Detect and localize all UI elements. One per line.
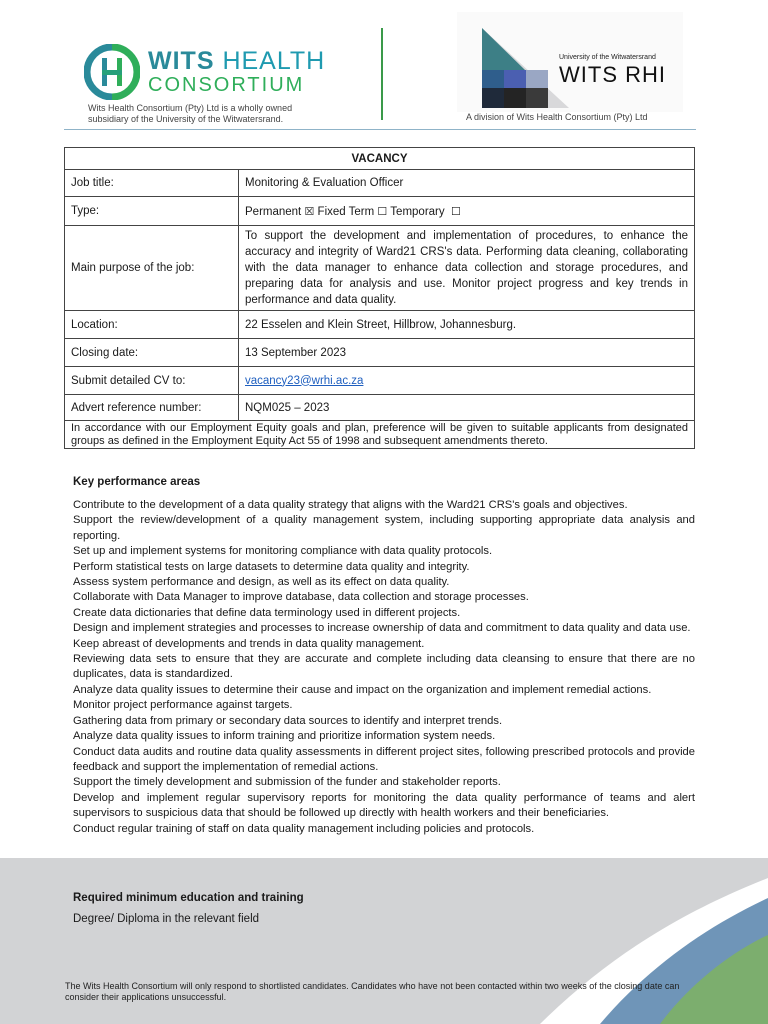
wh-monogram-icon bbox=[84, 44, 140, 100]
list-item: Support the review/development of a quality management system, including supporting appropriate data analysis and reporting. bbox=[73, 514, 695, 542]
table-row bbox=[65, 197, 695, 226]
list-item: Contribute to the development of a data quality strategy that aligns with the Ward21 CRS's goals and objectives. bbox=[73, 499, 628, 511]
type-option-permanent: Permanent bbox=[245, 205, 302, 218]
vacancy-heading: VACANCY bbox=[65, 148, 695, 170]
job-title-value: Monitoring & Evaluation Officer bbox=[239, 170, 695, 197]
table-row bbox=[65, 367, 695, 395]
purpose-label: Main purpose of the job: bbox=[65, 226, 239, 311]
logo-wordmark-top: WITS HEALTH bbox=[148, 47, 326, 75]
university-label: University of the Witwatersrand bbox=[559, 54, 656, 61]
table-row bbox=[65, 395, 695, 421]
list-item: Analyze data quality issues to determine their cause and impact on the organization and implement remedial actions. bbox=[73, 683, 652, 696]
advert-ref-value: NQM025 – 2023 bbox=[239, 395, 695, 421]
list-item: Create data dictionaries that define data terminology used in different projects. bbox=[73, 606, 461, 619]
equity-statement: In accordance with our Employment Equity goals and plan, preference will be given to suitable applicants from designated groups as defined in the Employment Equity Act 55 of 1998 and subsequent amendments thereto. bbox=[65, 421, 695, 449]
wits-health-consortium-logo bbox=[84, 44, 324, 100]
type-options bbox=[239, 197, 695, 226]
kpa-section bbox=[73, 476, 695, 837]
submit-cv-cell bbox=[239, 367, 695, 395]
education-value: Degree/ Diploma in the relevant field bbox=[73, 913, 260, 925]
location-value: 22 Esselen and Klein Street, Hillbrow, Johannesburg. bbox=[239, 311, 695, 339]
vacancy-heading-row bbox=[65, 148, 695, 170]
table-row bbox=[65, 226, 695, 311]
education-section bbox=[73, 892, 695, 925]
list-item: Conduct data audits and routine data quality assessments in different project sites, following prescribed protocols and provide feedback and support the implementation of remedial actions. bbox=[73, 745, 695, 773]
table-row bbox=[65, 339, 695, 367]
list-item: Gathering data from primary or secondary data sources to identify and interpret trends. bbox=[73, 714, 503, 727]
list-item: Support the timely development and submission of the funder and stakeholder reports. bbox=[73, 776, 501, 789]
wits-rhi-wordmark: WITS RHI bbox=[559, 62, 666, 87]
logo-wordmark-bottom: CONSORTIUM bbox=[148, 74, 305, 96]
permanent-checkbox[interactable]: ☒ bbox=[304, 205, 315, 218]
header-rule bbox=[64, 129, 696, 130]
list-item: Set up and implement systems for monitoring compliance with data quality protocols. bbox=[73, 545, 493, 558]
temporary-checkbox[interactable]: ☐ bbox=[451, 205, 461, 218]
wits-rhi-logo bbox=[457, 12, 683, 112]
list-item: Monitor project performance against targets. bbox=[73, 699, 293, 712]
list-item: Analyze data quality issues to inform training and prioritize information system needs. bbox=[73, 730, 496, 743]
list-item: Collaborate with Data Manager to improve database, data collection and storage processes. bbox=[73, 591, 529, 604]
closing-date-value: 13 September 2023 bbox=[239, 339, 695, 367]
location-label: Location: bbox=[65, 311, 239, 339]
vacancy-table bbox=[64, 147, 695, 449]
footer-note: The Wits Health Consortium will only respond to shortlisted candidates. Candidates who have not been contacted within two weeks of the closing date can consider their applications unsuccessful. bbox=[65, 981, 680, 1002]
kpa-title: Key performance areas bbox=[73, 476, 201, 488]
type-label: Type: bbox=[65, 197, 239, 226]
list-item: Conduct regular training of staff on data quality management including policies and protocols. bbox=[73, 822, 535, 835]
fixed-term-checkbox[interactable]: ☐ bbox=[377, 205, 388, 218]
table-row bbox=[65, 170, 695, 197]
type-option-temporary: Temporary bbox=[390, 205, 445, 218]
table-row bbox=[65, 421, 695, 449]
education-title: Required minimum education and training bbox=[73, 892, 304, 904]
division-text: A division of Wits Health Consortium (Pty) Ltd bbox=[466, 112, 648, 122]
list-item: Assess system performance and design, as well as its effect on data quality. bbox=[73, 576, 450, 589]
list-item: Reviewing data sets to ensure that they are accurate and complete including data cleansing to ensure that there are no duplicates, data is standardized. bbox=[73, 653, 695, 681]
email-link[interactable]: vacancy23@wrhi.ac.za bbox=[245, 374, 364, 387]
subsidiary-text: Wits Health Consortium (Pty) Ltd is a wholly owned subsidiary of the University of the Witwatersrand. bbox=[88, 103, 293, 124]
kpa-list bbox=[73, 498, 695, 837]
list-item: Develop and implement regular supervisory reports for monitoring the data quality performance of teams and alert supervisors to suspicious data that should be followed up directly with health workers and their beneficiaries. bbox=[73, 791, 695, 820]
list-item: Perform statistical tests on large datasets to determine data quality and integrity. bbox=[73, 560, 470, 573]
closing-date-label: Closing date: bbox=[65, 339, 239, 367]
type-option-fixed-term: Fixed Term bbox=[317, 205, 375, 218]
header-divider bbox=[381, 28, 383, 120]
list-item: Keep abreast of developments and trends in data quality management. bbox=[73, 637, 425, 650]
purpose-value: To support the development and implementation of procedures, to enhance the accuracy and integrity of Ward21 CRS's data. Performing data cleaning, collaborating with the data manager to enhance data collection and storage procedures, and preparing data for analysis and use. Monitor project progress and key trends in performance and data quality. bbox=[239, 226, 695, 311]
list-item: Design and implement strategies and processes to increase ownership of data and commitment to data quality and data use. bbox=[73, 622, 691, 635]
table-row bbox=[65, 311, 695, 339]
advert-ref-label: Advert reference number: bbox=[65, 395, 239, 421]
job-title-label: Job title: bbox=[65, 170, 239, 197]
submit-cv-label: Submit detailed CV to: bbox=[65, 367, 239, 395]
